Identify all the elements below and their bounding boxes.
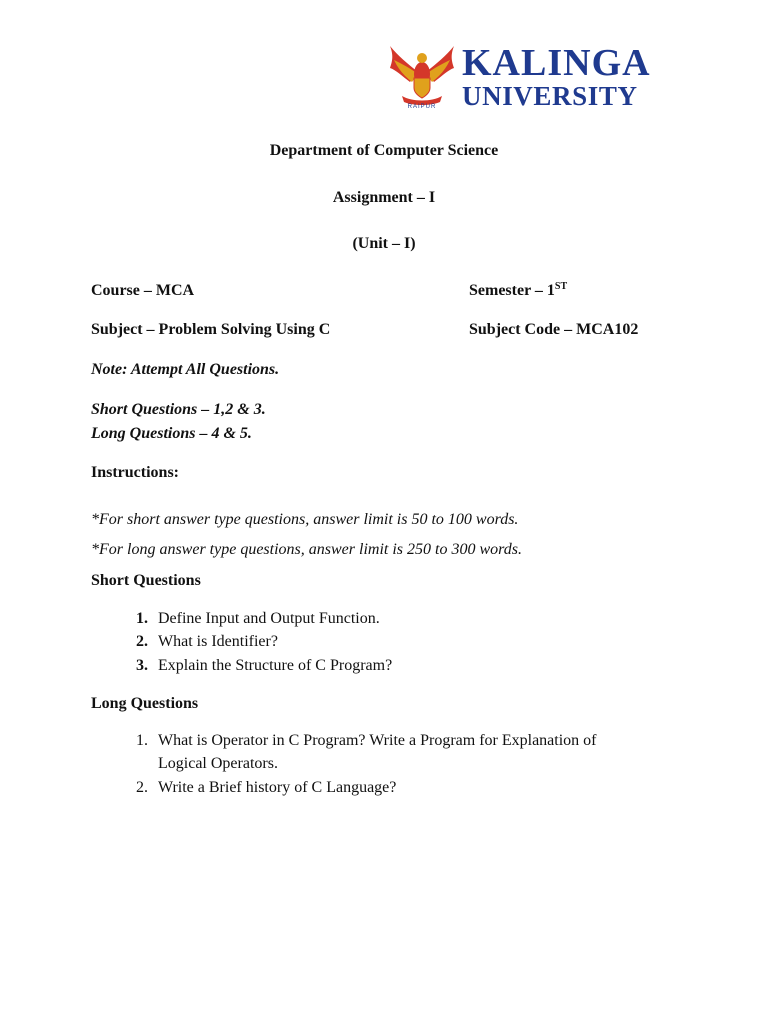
- logo-text-university: UNIVERSITY: [462, 81, 638, 111]
- long-questions-heading: Long Questions: [91, 695, 199, 712]
- instruction-line: *For long answer type questions, answer limit is 250 to 300 words.: [91, 541, 522, 558]
- instructions-heading: Instructions:: [91, 464, 180, 481]
- assignment-title: Assignment – I: [332, 189, 436, 206]
- logo-text-kalinga: KALINGA: [462, 42, 651, 84]
- short-question-text: Explain the Structure of C Program?: [158, 657, 393, 674]
- seal-text: RAIPUR: [407, 104, 437, 108]
- long-questions-info: Long Questions – 4 & 5.: [91, 425, 252, 442]
- note-text: Note: Attempt All Questions.: [91, 361, 280, 378]
- short-question-text: What is Identifier?: [158, 633, 278, 650]
- subject-label: Subject – Problem Solving Using C: [91, 321, 331, 338]
- long-question-number: 2.: [136, 779, 148, 796]
- short-questions-info: Short Questions – 1,2 & 3.: [91, 401, 266, 418]
- short-questions-heading: Short Questions: [91, 572, 201, 589]
- instruction-line: *For short answer type questions, answer limit is 50 to 100 words.: [91, 511, 519, 528]
- subject-code-label: Subject Code – MCA102: [469, 321, 639, 338]
- semester-label: [469, 281, 567, 301]
- long-question-text-continued: Logical Operators.: [158, 755, 278, 772]
- short-question-number: 3.: [136, 657, 148, 674]
- long-question-text: What is Operator in C Program? Write a Program for Explanation of: [158, 732, 597, 749]
- department-heading: Department of Computer Science: [269, 142, 499, 159]
- long-question-number: 1.: [136, 732, 148, 749]
- course-label: Course – MCA: [91, 282, 195, 299]
- short-question-number: 2.: [136, 633, 148, 650]
- eagle-emblem-icon: [388, 42, 456, 108]
- semester-text: Semester – 1: [469, 282, 555, 299]
- short-question-number: 1.: [136, 610, 148, 627]
- long-question-text: Write a Brief history of C Language?: [158, 779, 397, 796]
- university-logo: [388, 42, 688, 110]
- short-question-text: Define Input and Output Function.: [158, 610, 380, 627]
- unit-title: (Unit – I): [352, 235, 416, 252]
- semester-superscript: ST: [554, 281, 568, 292]
